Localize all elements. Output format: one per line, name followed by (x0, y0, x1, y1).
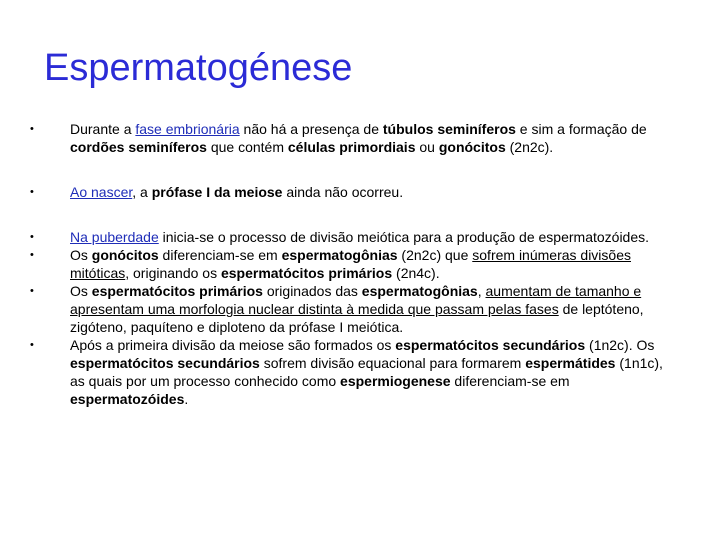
bullet-item-puberdade (30, 228, 680, 246)
bullet-text (70, 184, 403, 200)
text-run: aumentam de tamanho e apresentam uma morfologia nuclear distinta à medida que passam pelas fases (70, 283, 642, 317)
text-run: Na puberdade (70, 229, 159, 245)
bullet-text (70, 337, 663, 407)
bullet-text (70, 283, 644, 335)
text-run: fase embrionária (135, 121, 240, 137)
text-run: células primordiais (287, 139, 416, 155)
text-run: sofrem divisão equacional para formarem (259, 355, 526, 371)
text-run: ainda não ocorreu. (282, 184, 404, 200)
text-run: Os (70, 283, 92, 299)
text-run: sofrem inúmeras divisões mitóticas (70, 247, 631, 281)
text-run: que contém (206, 139, 288, 155)
text-run: gonócitos (91, 247, 159, 263)
text-run: originados das (262, 283, 362, 299)
text-run: diferenciam-se em (450, 373, 570, 389)
slide-title: Espermatogénese (44, 47, 353, 89)
bullet-text (70, 247, 631, 281)
text-run: espermátides (525, 355, 616, 371)
text-run: , a (132, 184, 152, 200)
text-run: , originando os (125, 265, 221, 281)
text-run: (1n2c). Os (585, 337, 655, 353)
text-run: espermatócitos primários (91, 283, 263, 299)
text-run: e sim a formação de (515, 121, 647, 137)
text-run: espermatogônias (361, 283, 478, 299)
text-run: ou (415, 139, 439, 155)
text-run: Após a primeira divisão da meiose são formados os (70, 337, 396, 353)
bullet-item-espermatocitos-primarios (30, 282, 680, 336)
text-run: cordões seminíferos (70, 139, 207, 155)
text-run: (2n2c) que (397, 247, 473, 263)
text-run: (1n1c), as quais por um processo conhecido como (70, 355, 663, 389)
text-run: espermiogenese (340, 373, 451, 389)
bullet-marker: • (30, 186, 34, 198)
bullet-item-gonocitos (30, 246, 680, 282)
text-run: inicia-se o processo de divisão meiótica para a produção de espermatozóides. (158, 229, 650, 245)
text-run: espermatogônias (281, 247, 398, 263)
text-run: gonócitos (438, 139, 506, 155)
text-run: não há a presença de (239, 121, 383, 137)
text-run: espermatócitos secundários (395, 337, 586, 353)
text-run: (2n2c). (505, 139, 554, 155)
bullet-marker: • (30, 231, 34, 243)
bullet-item-ao-nascer (30, 183, 680, 201)
text-run: Os (70, 247, 92, 263)
bullet-marker: • (30, 123, 34, 135)
bullet-marker: • (30, 339, 34, 351)
text-run: . (184, 391, 189, 407)
bullet-list (30, 120, 680, 408)
bullet-item-fase-embrionaria (30, 120, 680, 156)
bullet-item-primeira-divisao (30, 336, 680, 408)
text-run: de leptóteno, zigóteno, paquíteno e diploteno da prófase I meiótica. (70, 301, 644, 335)
text-run: túbulos seminíferos (382, 121, 516, 137)
text-run: Durante a (70, 121, 136, 137)
bullet-text (70, 229, 649, 245)
text-run: diferenciam-se em (158, 247, 282, 263)
bullet-text (70, 121, 647, 155)
text-run: Ao nascer (70, 184, 133, 200)
bullet-marker: • (30, 249, 34, 261)
bullet-marker: • (30, 285, 34, 297)
text-run: espermatócitos secundários (70, 355, 260, 371)
text-run: , (477, 283, 486, 299)
text-run: espermatozóides (70, 391, 185, 407)
text-run: espermatócitos primários (220, 265, 393, 281)
text-run: prófase I da meiose (151, 184, 283, 200)
text-run: (2n4c). (392, 265, 440, 281)
